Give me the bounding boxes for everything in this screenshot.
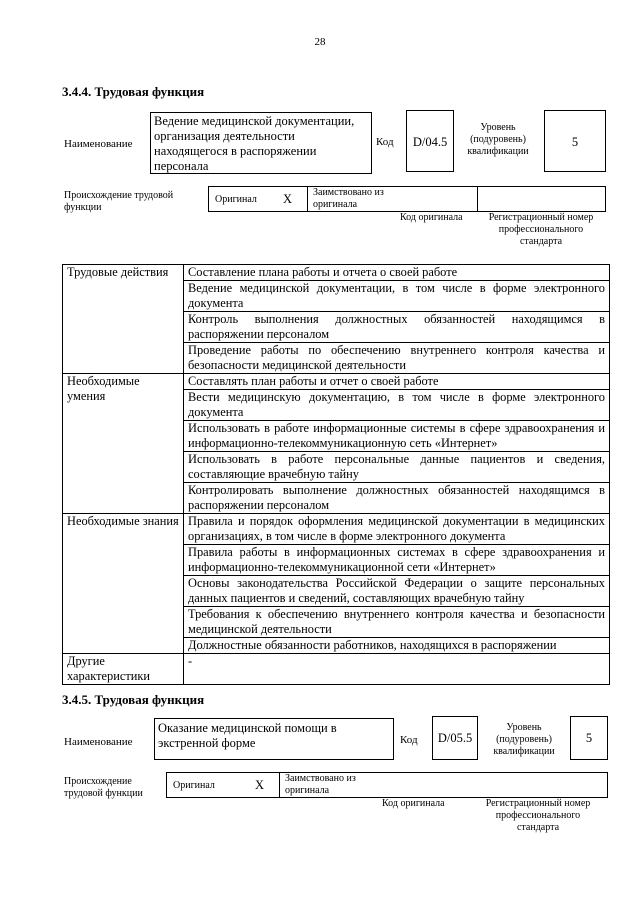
reg-number-label-2: Регистрационный номер профессионального стандарта [485,798,591,833]
origin-row-2 [166,772,608,798]
group-label: Трудовые действия [63,265,184,374]
function-name-box [150,112,372,174]
table-cell: Составление плана работы и отчета о своей работе [184,265,610,281]
code-label: Код [376,136,394,148]
group-label: Другие характеристики [63,654,184,685]
name-label-2: Наименование [64,736,133,748]
code-label-2: Код [400,734,418,746]
page-number: 28 [314,36,326,48]
table-cell: Ведение медицинской документации, в том числе в форме электронного документа [184,281,610,312]
level-box-2 [570,716,608,760]
origin-row [208,186,606,212]
table-cell: Контролировать выполнение должностных обязанностей находящимся в распоряжении персоналом [184,483,610,514]
table-cell: Правила работы в информационных системах в сфере здравоохранения и информационно-телекоммуникационной сети «Интернет» [184,545,610,576]
function-name-box-2 [154,718,394,760]
function-details-table [62,264,610,685]
level-value: 5 [571,135,579,149]
code-original-label: Код оригинала [400,212,463,223]
table-cell: Контроль выполнения должностных обязанностей находящимся в распоряжении персоналом [184,312,610,343]
level-value-2: 5 [585,731,593,745]
table-cell: Основы законодательства Российской Федерации о защите персональных данных пациентов и сведений, составляющих врачебную тайну [184,576,610,607]
table-row [63,514,610,545]
origin-label-2: Происхождение трудовой функции [64,776,143,799]
table-row [63,374,610,390]
group-label: Необходимые умения [63,374,184,514]
table-cell: Использовать в работе персональные данные пациентов и сведения, составляющие врачебную тайну [184,452,610,483]
table-cell: Вести медицинскую документацию, в том числе в форме электронного документа [184,390,610,421]
original-label-2: Оригинал [173,780,215,791]
code-value-2: D/05.5 [437,731,473,745]
function-name-2: Оказание медицинской помощи в экстренной форме [158,721,337,750]
name-label: Наименование [64,138,133,150]
level-label-2: Уровень (подуровень) квалификации [493,722,555,757]
original-mark: X [283,192,293,206]
table-cell: Использовать в работе информационные системы в сфере здравоохранения и информационно-телекоммуникационную сеть «Интернет» [184,421,610,452]
table-cell: Проведение работы по обеспечению внутреннего контроля качества и безопасности медицинской деятельности [184,343,610,374]
table-cell: Составлять план работы и отчет о своей работе [184,374,610,390]
table-row [63,265,610,281]
borrowed-label: Заимствовано из оригинала [313,187,384,210]
code-value: D/04.5 [412,135,448,149]
code-box-2 [432,716,478,760]
section-heading: 3.4.4. Трудовая функция [62,84,205,99]
table-cell: - [184,654,610,685]
reg-number-label: Регистрационный номер профессионального стандарта [488,212,594,247]
table-cell: Требования к обеспечению внутреннего контроля качества и безопасности медицинской деятельности [184,607,610,638]
table-row [63,654,610,685]
origin-label: Происхождение трудовой функции [64,190,174,213]
original-mark-2: X [255,778,265,792]
original-label: Оригинал [215,194,257,205]
borrowed-label-2: Заимствовано из оригинала [285,773,356,796]
level-box [544,110,606,172]
table-cell: Правила и порядок оформления медицинской документации в медицинских организациях, в том числе в форме электронного документа [184,514,610,545]
group-label: Необходимые знания [63,514,184,654]
section-heading-2: 3.4.5. Трудовая функция [62,692,205,707]
code-original-label-2: Код оригинала [382,798,445,809]
table-cell: Должностные обязанности работников, находящихся в распоряжении [184,638,610,654]
level-label: Уровень (подуровень) квалификации [467,122,529,157]
code-box [406,110,454,172]
function-name: Ведение медицинской документации, организация деятельности находящегося в распоряжении персонала [154,114,355,173]
